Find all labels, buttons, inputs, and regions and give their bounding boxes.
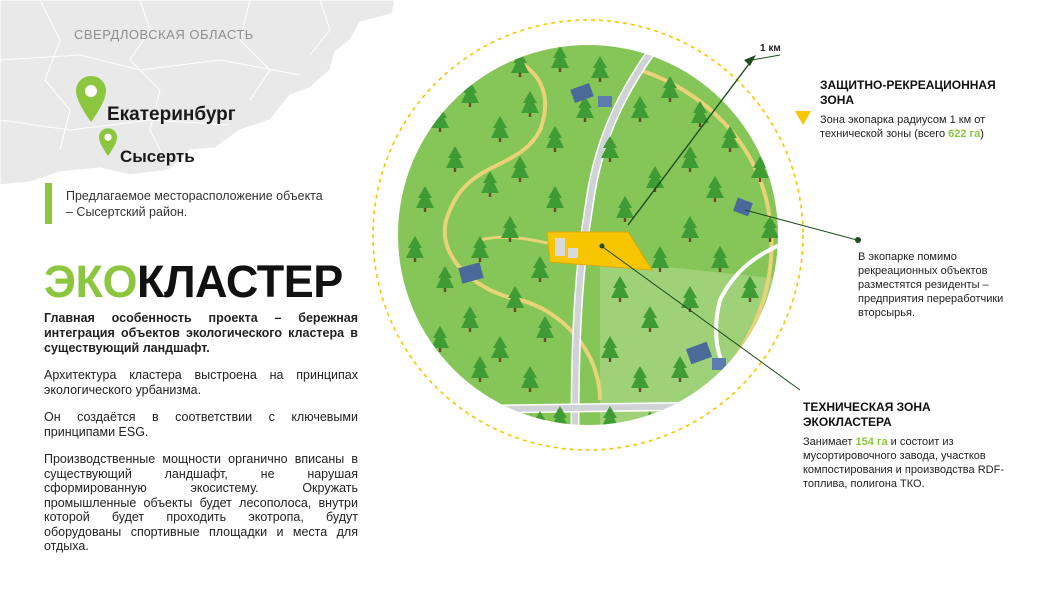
radius-label: 1 км (760, 43, 781, 54)
technical-zone-text: Занимает 154 га и состоит из мусортировочного завода, участков компостирования и производства RDF-топлива, полигона ТКО. (803, 436, 1004, 490)
technical-zone-area: 154 га (855, 436, 888, 448)
region-label: СВЕРДЛОВСКАЯ ОБЛАСТЬ (74, 27, 254, 42)
residents-text: В экопарке помимо рекреационных объектов разместятся резиденты – предприятия переработчики вторсырья. (858, 251, 1004, 319)
recreation-zone-area: 622 га (948, 128, 981, 140)
title-main: КЛАСТЕР (136, 256, 343, 307)
paragraph-landscape: Производственные мощности органично вписаны в существующий ландшафт, не нарушая сформированную экосистему. Окружать промышленные объекты будет лесополоса, внутри которой будет проходить экотропа, будут оборудованы спортивные площадки и места для отдыха. (44, 452, 358, 553)
location-text: Предлагаемое месторасположение объекта – Сысертский район. (66, 189, 323, 219)
city-ekaterinburg: Екатеринбург (107, 104, 236, 125)
paragraph-urbanism: Архитектура кластера выстроена на принципах экологического урбанизма. (44, 368, 358, 397)
city-sysert: Сысерть (120, 147, 195, 166)
recreation-zone-text: Зона экопарка радиусом 1 км от технической зоны (всего 622 га) (820, 114, 986, 140)
recreation-zone-title: ЗАЩИТНО-РЕКРЕАЦИОННАЯ ЗОНА (820, 78, 996, 107)
recreation-zone-marker-icon (795, 111, 811, 125)
technical-zone-title: ТЕХНИЧЕСКАЯ ЗОНА ЭКОКЛАСТЕРА (803, 400, 931, 429)
paragraph-esg: Он создаётся в соответствии с ключевыми принципами ESG. (44, 410, 358, 439)
lead-paragraph: Главная особенность проекта – бережная интеграция объектов экологического кластера в существующий ландшафт. (44, 311, 358, 355)
title-accent: ЭКО (44, 256, 137, 307)
